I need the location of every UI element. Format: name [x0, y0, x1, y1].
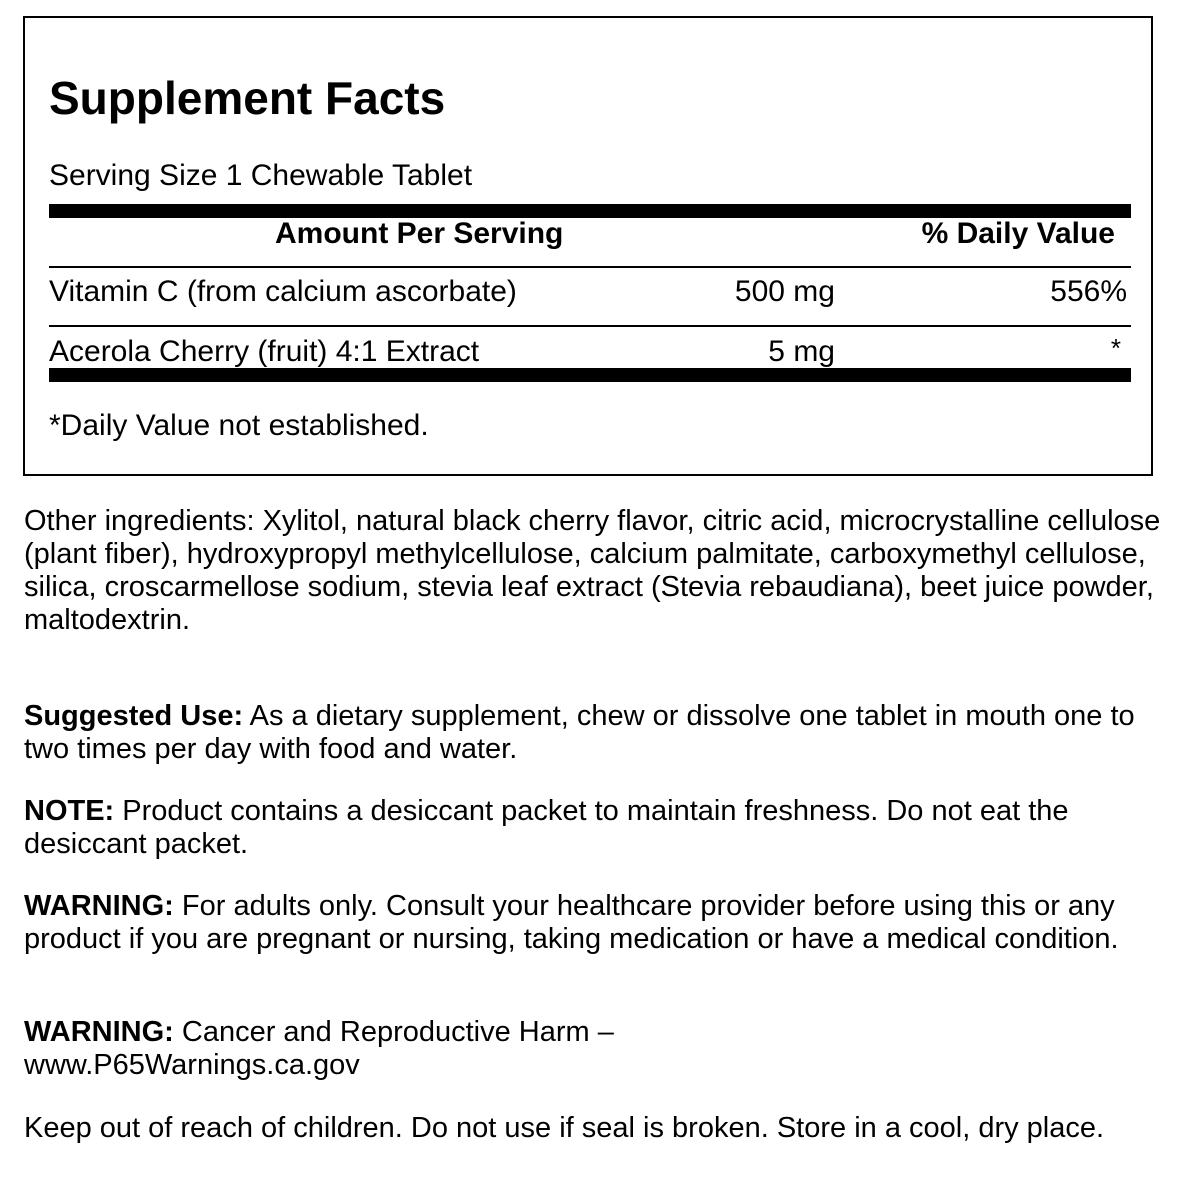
header-daily-value: % Daily Value [921, 217, 1115, 250]
warning-prop65-label: WARNING: [24, 1016, 174, 1048]
daily-value-footnote: *Daily Value not established. [49, 409, 429, 442]
nutrient-amount-acerola: 5 mg [768, 335, 835, 368]
other-ingredients: Other ingredients: Xylitol, natural black cherry flavor, citric acid, microcrystalline cellulose (plant fiber), hydroxypropyl methylcellulose, calcium palmitate, carboxymethyl cellulose, silica, croscarmellose sodium, stevia leaf extract (Stevia rebaudiana), beet juice powder, maltodextrin. [24, 505, 1161, 636]
thick-divider-bottom [49, 368, 1131, 382]
warning-prop65 [24, 1016, 1174, 1082]
note-text: Product contains a desiccant packet to maintain freshness. Do not eat the desiccant packet. [24, 795, 1069, 860]
thin-divider-row [49, 325, 1131, 327]
suggested-use-text: As a dietary supplement, chew or dissolve one tablet in mouth one to two times per day with food and water. [24, 700, 1135, 765]
suggested-use [24, 700, 1174, 766]
warning-general [24, 890, 1174, 956]
thin-divider-header [49, 266, 1131, 268]
nutrient-name-acerola: Acerola Cherry (fruit) 4:1 Extract [49, 335, 480, 368]
suggested-use-label: Suggested Use: [24, 700, 244, 732]
note-label: NOTE: [24, 795, 115, 827]
nutrient-dv-vitamin-c: 556% [1050, 275, 1127, 308]
warning-general-text: For adults only. Consult your healthcare provider before using this or any product if you are pregnant or nursing, taking medication or have a medical condition. [24, 890, 1119, 955]
warning-prop65-url: www.P65Warnings.ca.gov [24, 1049, 360, 1081]
nutrient-amount-vitamin-c: 500 mg [734, 275, 835, 308]
facts-title: Supplement Facts [49, 72, 446, 124]
nutrient-dv-acerola: * [1110, 333, 1121, 363]
warning-prop65-text: Cancer and Reproductive Harm – [173, 1016, 614, 1048]
note [24, 795, 1174, 861]
header-amount-per-serving: Amount Per Serving [275, 217, 564, 250]
storage-instructions: Keep out of reach of children. Do not use if seal is broken. Store in a cool, dry place. [24, 1112, 1105, 1144]
serving-size: Serving Size 1 Chewable Tablet [49, 159, 473, 192]
nutrient-name-vitamin-c: Vitamin C (from calcium ascorbate) [49, 275, 517, 308]
warning-general-label: WARNING: [24, 890, 174, 922]
supplement-facts-panel [23, 16, 1153, 476]
